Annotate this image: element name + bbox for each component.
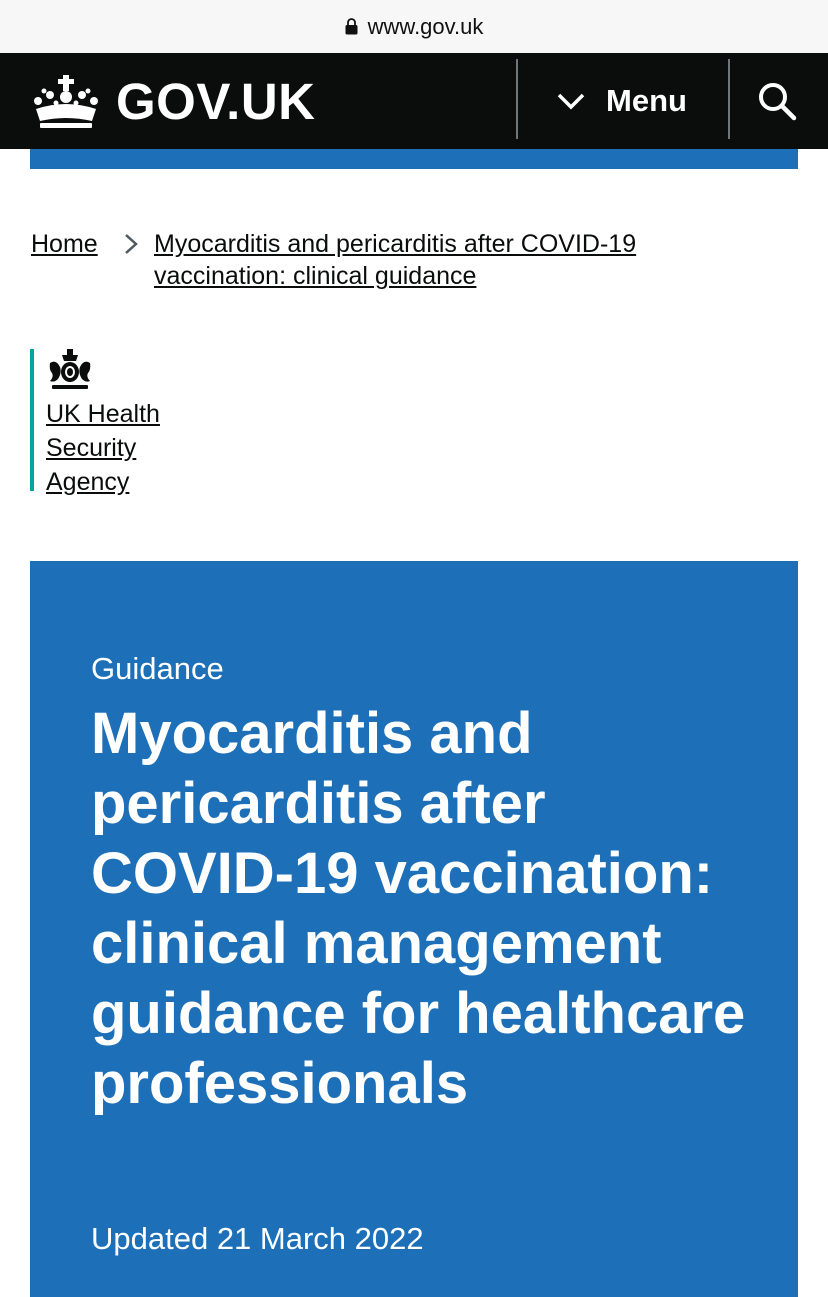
url-text: www.gov.uk <box>367 13 484 39</box>
header-divider <box>728 59 730 139</box>
search-button[interactable] <box>742 71 812 131</box>
royal-arms-crest-icon <box>46 349 94 391</box>
menu-button[interactable] <box>540 73 700 129</box>
govuk-logotype: GOV.UK <box>116 72 316 130</box>
header-blue-bar <box>30 149 798 169</box>
crown-icon <box>30 73 102 129</box>
organisation-logo <box>30 349 196 496</box>
browser-url-bar[interactable] <box>0 0 828 53</box>
document-type: Guidance <box>91 651 224 686</box>
search-icon <box>757 81 797 121</box>
lock-icon <box>345 18 358 35</box>
title-block <box>30 561 798 1297</box>
breadcrumb-home-link[interactable]: Home <box>31 230 98 258</box>
govuk-logo-link[interactable] <box>30 69 316 133</box>
menu-label: Menu <box>606 83 687 118</box>
breadcrumb-current-link[interactable]: Myocarditis and pericarditis after COVID-19 vaccination: clinical guidance <box>154 230 637 290</box>
header-divider <box>516 59 518 139</box>
govuk-header <box>0 53 828 149</box>
page-title: Myocarditis and pericarditis after COVID-19 vaccination: clinical management guidance for healthcare professionals <box>91 701 746 1116</box>
organisation-link[interactable]: UK Health Security Agency <box>46 400 160 496</box>
chevron-right-icon <box>123 232 139 256</box>
updated-date: Updated 21 March 2022 <box>91 1221 424 1256</box>
chevron-down-icon <box>556 91 586 111</box>
